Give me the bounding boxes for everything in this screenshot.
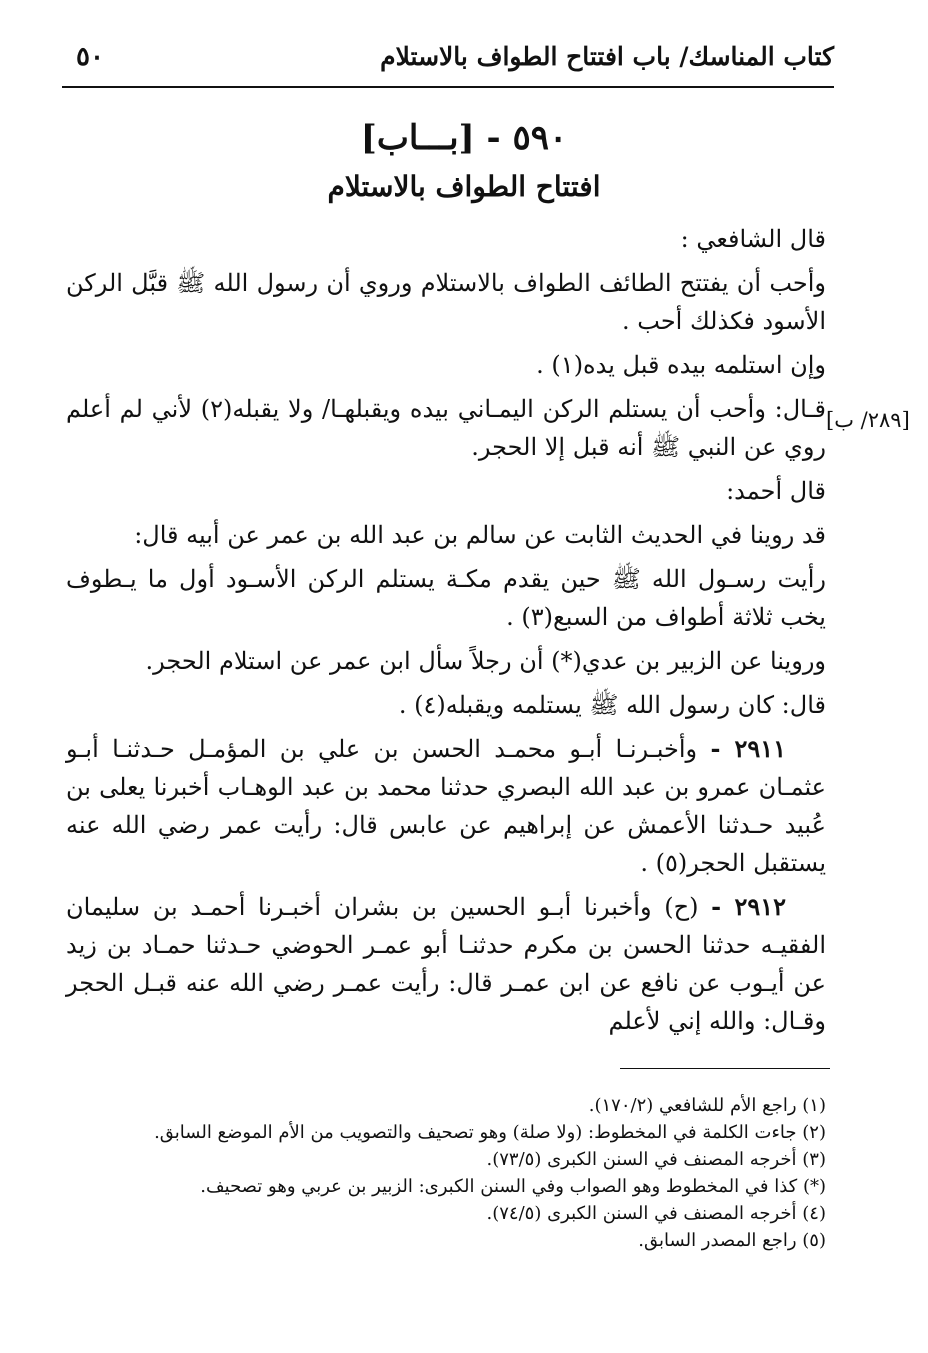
hadith-number: ٢٩١٢ - <box>711 892 786 921</box>
page-number: ٥٠ <box>76 42 104 72</box>
paragraph: رأيت رسـول الله ﷺ حين يقدم مكـة يستلم الركن الأسـود أول ما يـطوف يخب ثلاثة أطواف من السبع(٣) . <box>66 565 826 631</box>
chapter-number: ٥٩٠ - [بـــاب] <box>360 118 568 158</box>
hadith-paragraph <box>66 730 826 882</box>
footnote: (١) راجع الأم للشافعي (١٧٠/٢). <box>588 1095 826 1116</box>
paragraph: وروينا عن الزبير بن عدي(*) أن رجلاً سأل ابن عمر عن استلام الحجر. <box>145 647 826 675</box>
hadith-text: وأخبـرنـا أبـو محمـد الحسن بن علي بن المؤمـل حـدثنـا أبـو عثمـان عمرو بن عبد الله البصري حدثنا محمد بن عبد الوهـاب أخبرنا يعلى بن عُبيد حـدثنا الأعمش عن إبراهيم عن عابس قال: رأيت عمر رضي الله عنه يستقبل الحجر(٥) . <box>66 735 827 877</box>
paragraph: قد روينا في الحديث الثابت عن سالم بن عبد الله بن عمر عن أبيه قال: <box>134 521 826 549</box>
paragraph: قال الشافعي : <box>680 225 826 253</box>
footnote: (٢) جاءت الكلمة في المخطوط: (ولا صلة) وهو تصحيف والتصويب من الأم الموضع السابق. <box>154 1122 826 1143</box>
footnote: (٥) راجع المصدر السابق. <box>638 1230 826 1251</box>
footnote-separator <box>620 1068 830 1069</box>
chapter-title: افتتاح الطواف بالاستلام <box>327 170 601 203</box>
footnote: (*) كذا في المخطوط وهو الصواب وفي السنن الكبرى: الزبير بن عربي وهو تصحيف. <box>200 1176 826 1197</box>
footnote: (٤) أخرجه المصنف في السنن الكبرى (٧٤/٥). <box>486 1203 826 1224</box>
body-text <box>66 220 826 1046</box>
running-title: كتاب المناسك/ باب افتتاح الطواف بالاستلام <box>380 42 834 71</box>
hadith-text: (ح) وأخبرنا أبـو الحسين بن بشران أخبـرنا أحمـد بن سليمان الفقيـه حدثنا الحسن بن مكرم حدثنـا أبو عمـر الحوضي حـدثنا حمـاد بن زيد عن أيـوب عن نافع عن ابن عمـر قال: رأيت عمـر رضي الله عنه قبـل الحجر وقـال: والله إني لأعلم <box>66 893 826 1035</box>
footnotes <box>66 1092 826 1254</box>
paragraph: وإن استلمه بيده قبل يده(١) . <box>536 351 826 379</box>
paragraph: قـال: وأحب أن يستلم الركن اليمـاني بيده ويقبلهـا/ ولا يقبله(٢) لأني لم أعلم روي عن النبي ﷺ أنه قبل إلا الحجر. <box>66 395 826 461</box>
manuscript-folio-note: [٢٨٩/ ب] <box>826 408 910 432</box>
paragraph: قال أحمد: <box>726 477 826 505</box>
page-header <box>62 38 834 88</box>
hadith-paragraph <box>66 888 826 1040</box>
footnote: (٣) أخرجه المصنف في السنن الكبرى (٧٣/٥). <box>486 1149 826 1170</box>
paragraph: قال: كان رسول الله ﷺ يستلمه ويقبله(٤) . <box>398 691 826 719</box>
hadith-number: ٢٩١١ - <box>710 734 786 763</box>
paragraph: وأحب أن يفتتح الطائف الطواف بالاستلام وروي أن رسول الله ﷺ قبَّل الركن الأسود فكذلك أحب . <box>66 269 826 335</box>
